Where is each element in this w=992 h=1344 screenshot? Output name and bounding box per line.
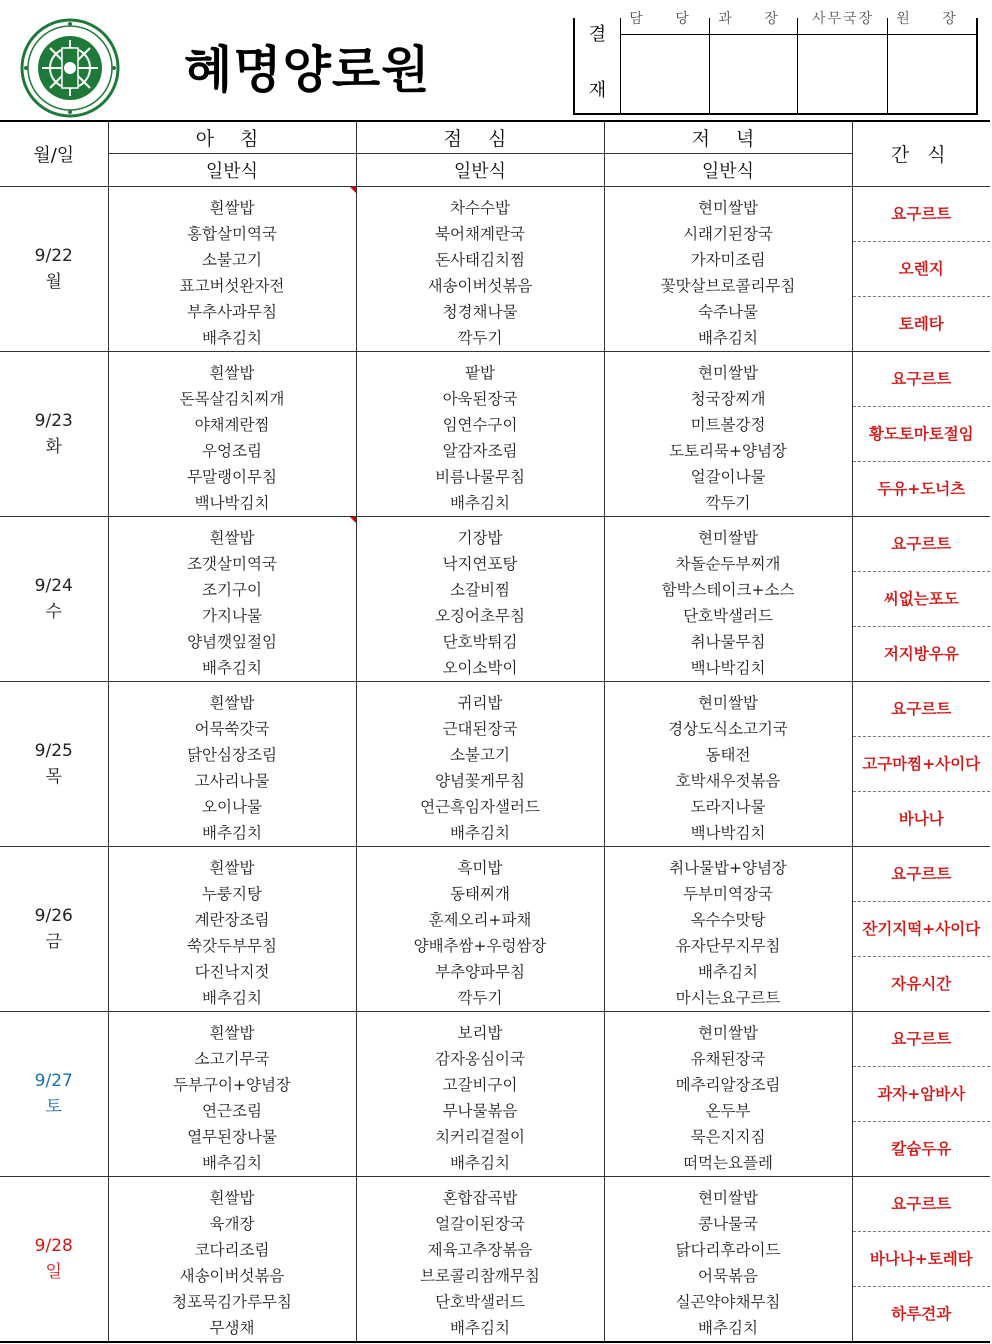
dinner-item: 도토리묵+양념장 <box>669 441 787 460</box>
dinner-item: 어묵볶음 <box>698 1266 758 1285</box>
snack-item: 요구르트 <box>853 847 991 902</box>
snack-item: 저지방우유 <box>883 644 959 663</box>
breakfast-item: 홍합살미역국 <box>187 224 277 243</box>
day-cell <box>0 681 108 846</box>
dinner-item: 배추김치 <box>698 1318 758 1337</box>
day-cell <box>0 1176 108 1342</box>
lunch-item: 연근흑임자샐러드 <box>420 797 540 816</box>
breakfast-item: 배추김치 <box>202 658 262 677</box>
lunch-item: 아욱된장국 <box>442 389 518 408</box>
breakfast-cell <box>108 351 356 516</box>
breakfast-item: 두부구이+양념장 <box>173 1075 291 1094</box>
breakfast-item: 흰쌀밥 <box>209 198 255 217</box>
comment-marker-icon <box>350 517 356 523</box>
dinner-item: 깍두기 <box>705 493 751 512</box>
snack-header: 간 식 <box>852 121 990 186</box>
lunch-cell <box>356 1011 604 1176</box>
day-date: 9/28 <box>34 1235 73 1256</box>
day-weekday: 일 <box>45 1261 62 1282</box>
lunch-item: 배추김치 <box>450 493 510 512</box>
breakfast-item: 양념깻잎절임 <box>187 632 277 651</box>
breakfast-type: 일반식 <box>108 153 356 186</box>
dinner-item: 배추김치 <box>698 328 758 347</box>
lunch-item: 무나물볶음 <box>442 1101 518 1120</box>
day-row <box>0 516 990 681</box>
day-row <box>0 1011 990 1176</box>
lunch-item: 제육고추장볶음 <box>427 1240 533 1259</box>
dinner-item: 콩나물국 <box>698 1214 758 1233</box>
snack-item: 황도토마토절임 <box>853 407 991 462</box>
breakfast-item: 백나박김치 <box>194 493 270 512</box>
snack-item: 요구르트 <box>853 1177 991 1232</box>
breakfast-item: 연근조림 <box>202 1101 262 1120</box>
breakfast-item: 흰쌀밥 <box>209 858 255 877</box>
dinner-item: 현미쌀밥 <box>698 528 758 547</box>
snack-cell <box>852 1011 990 1176</box>
snack-item: 잔기지떡+사이다 <box>853 902 991 957</box>
snack-item: 토레타 <box>898 314 944 333</box>
approval-divider <box>620 18 621 113</box>
lunch-item: 보리밥 <box>457 1023 503 1042</box>
dinner-item: 배추김치 <box>698 962 758 981</box>
dinner-item: 단호박샐러드 <box>683 606 773 625</box>
breakfast-item: 배추김치 <box>202 988 262 1007</box>
snack-item: 자유시간 <box>891 974 952 993</box>
dinner-item: 옥수수맛탕 <box>690 910 766 929</box>
breakfast-item: 다진낙지젓 <box>194 962 270 981</box>
approval-label-bottom: 재 <box>588 80 607 101</box>
snack-item: 하루견과 <box>891 1304 952 1323</box>
breakfast-item: 무말랭이무침 <box>187 467 277 486</box>
dinner-item: 온두부 <box>705 1101 751 1120</box>
dinner-item: 함박스테이크+소스 <box>661 580 795 599</box>
snack-item: 고구마찜+사이다 <box>853 737 991 792</box>
org-name: 혜명양로원 <box>184 41 431 99</box>
breakfast-item: 가지나물 <box>202 606 262 625</box>
lunch-item: 소갈비찜 <box>450 580 510 599</box>
snack-item: 요구르트 <box>853 1012 991 1067</box>
lunch-item: 팥밥 <box>465 363 495 382</box>
breakfast-item: 열무된장나물 <box>187 1127 277 1146</box>
snack-cell <box>852 516 990 681</box>
approval-divider <box>620 34 976 35</box>
lunch-item: 치커리겉절이 <box>435 1127 525 1146</box>
day-cell <box>0 516 108 681</box>
dinner-item: 경상도식소고기국 <box>668 719 788 738</box>
dinner-item: 도라지나물 <box>690 797 766 816</box>
comment-marker-icon <box>350 187 356 193</box>
lunch-item: 단호박샐러드 <box>435 1292 525 1311</box>
dinner-item: 현미쌀밥 <box>698 198 758 217</box>
lunch-item: 낙지연포탕 <box>442 554 518 573</box>
lunch-item: 깍두기 <box>457 988 503 1007</box>
breakfast-item: 부추사과무침 <box>187 302 277 321</box>
lunch-item: 단호박튀김 <box>442 632 518 651</box>
lunch-item: 귀리밥 <box>457 693 503 712</box>
dinner-item: 유채된장국 <box>690 1049 766 1068</box>
breakfast-item: 육개장 <box>209 1214 255 1233</box>
dinner-item: 취나물밥+양념장 <box>669 858 787 877</box>
day-date: 9/24 <box>34 575 73 596</box>
dinner-item: 현미쌀밥 <box>698 1188 758 1207</box>
lunch-cell <box>356 351 604 516</box>
day-cell <box>0 1011 108 1176</box>
day-weekday: 월 <box>45 271 62 292</box>
approval-role: 사무국장 <box>811 11 875 27</box>
weekly-menu-table <box>0 120 990 1343</box>
breakfast-item: 야채계란찜 <box>194 415 270 434</box>
breakfast-cell <box>108 846 356 1011</box>
lunch-item: 배추김치 <box>450 823 510 842</box>
dinner-item: 얼갈이나물 <box>690 467 766 486</box>
lunch-item: 배추김치 <box>450 1318 510 1337</box>
day-row <box>0 186 990 351</box>
approval-role: 과 장 <box>718 11 792 27</box>
snack-cell <box>852 846 990 1011</box>
breakfast-cell <box>108 1011 356 1176</box>
dinner-cell <box>604 516 852 681</box>
dinner-item: 두부미역장국 <box>683 884 773 903</box>
lunch-item: 오이소박이 <box>442 658 518 677</box>
lunch-item: 돈사태김치찜 <box>435 250 525 269</box>
dinner-item: 메추리알장조림 <box>675 1075 781 1094</box>
org-logo-icon <box>20 18 120 118</box>
approval-role: 담 당 <box>629 11 703 27</box>
lunch-cell <box>356 1176 604 1342</box>
dinner-item: 백나박김치 <box>690 658 766 677</box>
dinner-cell <box>604 846 852 1011</box>
snack-cell <box>852 186 990 351</box>
lunch-item: 임연수구이 <box>442 415 518 434</box>
lunch-item: 기장밥 <box>457 528 503 547</box>
lunch-item: 얼갈이된장국 <box>435 1214 525 1233</box>
dinner-item: 취나물무침 <box>690 632 766 651</box>
dinner-cell <box>604 681 852 846</box>
lunch-item: 근대된장국 <box>442 719 518 738</box>
snack-item: 요구르트 <box>853 517 991 572</box>
snack-item: 두유+도너츠 <box>877 479 966 498</box>
lunch-item: 혼합잡곡밥 <box>442 1188 518 1207</box>
dinner-item: 꽃맛살브로콜리무침 <box>660 276 796 295</box>
snack-cell <box>852 681 990 846</box>
lunch-item: 오징어초무침 <box>435 606 525 625</box>
dinner-cell <box>604 1011 852 1176</box>
snack-cell <box>852 351 990 516</box>
lunch-item: 브로콜리참깨무침 <box>420 1266 540 1285</box>
day-row <box>0 1176 990 1342</box>
dinner-header: 저 녁 <box>604 121 852 153</box>
breakfast-item: 돈목살김치찌개 <box>179 389 285 408</box>
lunch-cell <box>356 186 604 351</box>
dinner-item: 현미쌀밥 <box>698 363 758 382</box>
breakfast-item: 쑥갓두부무침 <box>187 936 277 955</box>
dinner-item: 청국장찌개 <box>690 389 766 408</box>
breakfast-item: 우엉조림 <box>202 441 262 460</box>
day-weekday: 목 <box>45 766 62 787</box>
dinner-item: 동태전 <box>705 745 751 764</box>
dinner-item: 마시는요구르트 <box>675 988 781 1007</box>
dinner-item: 떠먹는요플레 <box>683 1153 773 1172</box>
dinner-item: 차돌순두부찌개 <box>675 554 781 573</box>
breakfast-item: 배추김치 <box>202 328 262 347</box>
lunch-item: 동태찌개 <box>450 884 510 903</box>
day-weekday: 수 <box>45 601 62 622</box>
lunch-item: 새송이버섯볶음 <box>427 276 533 295</box>
dinner-item: 숙주나물 <box>698 302 758 321</box>
lunch-header: 점 심 <box>356 121 604 153</box>
breakfast-item: 배추김치 <box>202 1153 262 1172</box>
lunch-item: 소불고기 <box>450 745 510 764</box>
breakfast-cell <box>108 516 356 681</box>
lunch-cell <box>356 846 604 1011</box>
snack-item: 바나나+토레타 <box>853 1232 991 1287</box>
breakfast-cell <box>108 186 356 351</box>
day-weekday: 화 <box>45 436 62 457</box>
breakfast-item: 오이나물 <box>202 797 262 816</box>
breakfast-item: 흰쌀밥 <box>209 693 255 712</box>
day-row <box>0 681 990 846</box>
breakfast-item: 표고버섯완자전 <box>179 276 285 295</box>
day-cell <box>0 846 108 1011</box>
breakfast-item: 닭안심장조림 <box>187 745 277 764</box>
dinner-item: 묵은지지짐 <box>690 1127 766 1146</box>
day-row <box>0 351 990 516</box>
breakfast-item: 고사리나물 <box>194 771 270 790</box>
day-row <box>0 846 990 1011</box>
day-cell <box>0 351 108 516</box>
day-weekday: 토 <box>45 1096 62 1117</box>
breakfast-item: 배추김치 <box>202 823 262 842</box>
lunch-item: 비름나물무침 <box>435 467 525 486</box>
breakfast-item: 계란장조림 <box>194 910 270 929</box>
lunch-item: 양념꽃게무침 <box>435 771 525 790</box>
breakfast-item: 누룽지탕 <box>202 884 262 903</box>
snack-item: 요구르트 <box>853 187 991 242</box>
page-header <box>0 0 992 120</box>
lunch-cell <box>356 681 604 846</box>
lunch-cell <box>356 516 604 681</box>
snack-item: 요구르트 <box>853 682 991 737</box>
dinner-cell <box>604 1176 852 1342</box>
lunch-item: 알감자조림 <box>442 441 518 460</box>
dinner-type: 일반식 <box>604 153 852 186</box>
dinner-item: 가자미조림 <box>690 250 766 269</box>
lunch-item: 깍두기 <box>457 328 503 347</box>
lunch-item: 고갈비구이 <box>442 1075 518 1094</box>
approval-box <box>573 11 978 115</box>
breakfast-item: 소불고기 <box>202 250 262 269</box>
day-date: 9/23 <box>34 410 73 431</box>
day-date: 9/22 <box>34 245 73 266</box>
day-date: 9/26 <box>34 905 73 926</box>
breakfast-item: 흰쌀밥 <box>209 528 255 547</box>
date-header-cell <box>0 121 108 186</box>
dinner-item: 백나박김치 <box>690 823 766 842</box>
lunch-item: 감자옹심이국 <box>435 1049 525 1068</box>
menu-body <box>0 186 990 1342</box>
dinner-cell <box>604 186 852 351</box>
snack-item: 칼슘두유 <box>891 1139 952 1158</box>
snack-cell <box>852 1176 990 1342</box>
lunch-item: 훈제오리+파채 <box>428 910 532 929</box>
breakfast-cell <box>108 1176 356 1342</box>
lunch-item: 북어채계란국 <box>435 224 525 243</box>
breakfast-cell <box>108 681 356 846</box>
dinner-item: 미트볼강정 <box>690 415 766 434</box>
breakfast-item: 흰쌀밥 <box>209 363 255 382</box>
dinner-item: 호박새우젓볶음 <box>675 771 781 790</box>
day-date: 9/25 <box>34 740 73 761</box>
date-header: 월/일 <box>33 144 75 166</box>
breakfast-item: 코다리조림 <box>194 1240 270 1259</box>
breakfast-header: 아 침 <box>108 121 356 153</box>
approval-divider <box>709 18 710 113</box>
snack-item: 과자+암바사 <box>853 1067 991 1122</box>
breakfast-item: 소고기무국 <box>194 1049 270 1068</box>
dinner-item: 실곤약야채무침 <box>675 1292 781 1311</box>
lunch-item: 흑미밥 <box>457 858 503 877</box>
snack-item: 오렌지 <box>853 242 991 297</box>
snack-item: 바나나 <box>898 809 944 828</box>
approval-divider <box>797 18 798 113</box>
breakfast-item: 흰쌀밥 <box>209 1188 255 1207</box>
approval-divider <box>887 18 888 113</box>
approval-label-top: 결 <box>588 24 607 45</box>
breakfast-item: 무생채 <box>209 1318 255 1337</box>
breakfast-item: 흰쌀밥 <box>209 1023 255 1042</box>
lunch-item: 부추양파무침 <box>435 962 525 981</box>
lunch-item: 양배추쌈+우렁쌈장 <box>413 936 547 955</box>
breakfast-item: 조기구이 <box>202 580 262 599</box>
dinner-cell <box>604 351 852 516</box>
breakfast-item: 새송이버섯볶음 <box>179 1266 285 1285</box>
lunch-item: 배추김치 <box>450 1153 510 1172</box>
lunch-item: 차수수밥 <box>450 198 510 217</box>
approval-role: 원 장 <box>896 11 970 27</box>
snack-item: 씨없는포도 <box>853 572 991 627</box>
dinner-item: 유자단무지무침 <box>675 936 781 955</box>
breakfast-item: 어묵쑥갓국 <box>194 719 270 738</box>
day-cell <box>0 186 108 351</box>
day-date: 9/27 <box>34 1070 73 1091</box>
lunch-type: 일반식 <box>356 153 604 186</box>
dinner-item: 시래기된장국 <box>683 224 773 243</box>
dinner-item: 현미쌀밥 <box>698 693 758 712</box>
snack-item: 요구르트 <box>853 352 991 407</box>
dinner-item: 닭다리후라이드 <box>675 1240 781 1259</box>
lunch-item: 청경채나물 <box>442 302 518 321</box>
day-weekday: 금 <box>45 931 62 952</box>
dinner-item: 현미쌀밥 <box>698 1023 758 1042</box>
breakfast-item: 청포묵김가루무침 <box>172 1292 292 1311</box>
breakfast-item: 조갯살미역국 <box>187 554 277 573</box>
